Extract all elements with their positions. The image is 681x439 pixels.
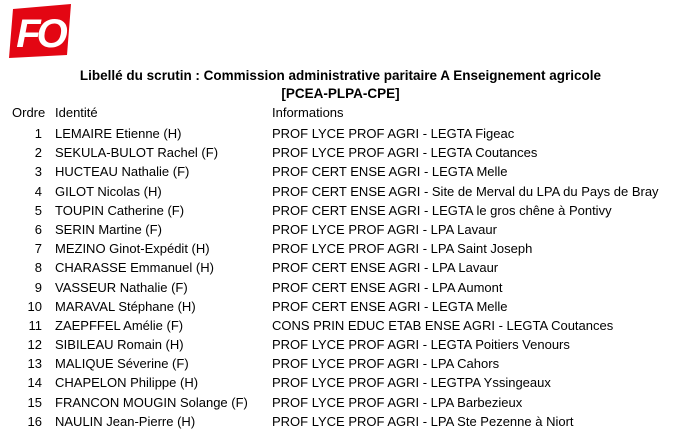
column-header-informations: Informations — [272, 105, 344, 120]
table-row — [0, 412, 681, 431]
table-row — [0, 201, 681, 220]
row-ordre: 2 — [34, 145, 42, 161]
row-identite: GILOT Nicolas (H) — [55, 183, 162, 199]
candidate-list — [0, 124, 681, 431]
row-ordre: 14 — [27, 375, 42, 391]
row-informations: PROF LYCE PROF AGRI - LEGTA Coutances — [272, 145, 538, 161]
table-row — [0, 239, 681, 258]
table-row — [0, 297, 681, 316]
row-identite: SERIN Martine (F) — [55, 221, 162, 237]
row-identite: SIBILEAU Romain (H) — [55, 337, 184, 353]
table-row — [0, 316, 681, 335]
row-identite: CHAPELON Philippe (H) — [55, 375, 199, 391]
table-row — [0, 354, 681, 373]
row-ordre: 12 — [27, 337, 42, 353]
row-identite: FRANCON MOUGIN Solange (F) — [55, 394, 248, 410]
column-header-ordre: Ordre — [12, 105, 46, 120]
row-identite: CHARASSE Emmanuel (H) — [55, 260, 214, 276]
row-identite: SEKULA-BULOT Rachel (F) — [55, 145, 219, 161]
scrutin-title: Libellé du scrutin : Commission administrative paritaire A Enseignement agricole — [79, 68, 602, 83]
table-row — [0, 143, 681, 162]
row-informations: PROF LYCE PROF AGRI - LPA Lavaur — [272, 221, 497, 237]
row-ordre: 5 — [34, 202, 42, 218]
row-ordre: 3 — [34, 164, 42, 180]
row-ordre: 15 — [27, 394, 42, 410]
table-row — [0, 124, 681, 143]
row-informations: PROF CERT ENSE AGRI - LPA Aumont — [272, 279, 503, 295]
row-identite: MEZINO Ginot-Expédit (H) — [55, 241, 210, 257]
row-informations: PROF LYCE PROF AGRI - LEGTA Figeac — [272, 126, 515, 141]
row-ordre: 4 — [34, 183, 42, 199]
row-informations: PROF LYCE PROF AGRI - LEGTPA Yssingeaux — [272, 375, 551, 391]
column-header-identite: Identité — [55, 105, 98, 120]
row-informations: PROF CERT ENSE AGRI - LEGTA Melle — [272, 164, 508, 180]
row-ordre: 13 — [27, 356, 42, 372]
table-row — [0, 393, 681, 412]
row-identite: HUCTEAU Nathalie (F) — [55, 164, 190, 180]
row-informations: PROF CERT ENSE AGRI - Site de Merval du LPA du Pays de Bray — [272, 183, 659, 199]
table-row — [0, 278, 681, 297]
row-ordre: 7 — [34, 241, 42, 257]
row-ordre: 1 — [34, 126, 42, 141]
row-informations: PROF LYCE PROF AGRI - LPA Cahors — [272, 356, 500, 372]
table-row — [0, 258, 681, 277]
scrutin-subtitle: [PCEA-PLPA-CPE] — [281, 86, 400, 101]
table-row — [0, 335, 681, 354]
row-informations: PROF LYCE PROF AGRI - LPA Ste Pezenne à Niort — [272, 413, 574, 429]
row-informations: PROF LYCE PROF AGRI - LPA Barbezieux — [272, 394, 523, 410]
row-ordre: 8 — [34, 260, 42, 276]
row-identite: ZAEPFFEL Amélie (F) — [55, 317, 184, 333]
row-identite: MARAVAL Stéphane (H) — [55, 298, 196, 314]
table-row — [0, 162, 681, 181]
table-row — [0, 220, 681, 239]
row-ordre: 10 — [27, 298, 42, 314]
fo-logo — [8, 2, 72, 60]
fo-logo-icon — [8, 2, 72, 60]
row-informations: PROF LYCE PROF AGRI - LEGTA Poitiers Venours — [272, 337, 570, 353]
table-row — [0, 373, 681, 392]
row-ordre: 16 — [27, 413, 42, 429]
row-ordre: 6 — [34, 221, 42, 237]
row-identite: VASSEUR Nathalie (F) — [55, 279, 188, 295]
row-ordre: 9 — [34, 279, 42, 295]
row-informations: PROF CERT ENSE AGRI - LEGTA le gros chêne à Pontivy — [272, 202, 612, 218]
row-informations: PROF CERT ENSE AGRI - LEGTA Melle — [272, 298, 508, 314]
row-informations: PROF CERT ENSE AGRI - LPA Lavaur — [272, 260, 499, 276]
row-identite: LEMAIRE Etienne (H) — [55, 126, 182, 141]
row-identite: TOUPIN Catherine (F) — [55, 202, 185, 218]
table-row — [0, 182, 681, 201]
row-ordre: 11 — [28, 317, 42, 333]
row-identite: MALIQUE Séverine (F) — [55, 356, 189, 372]
row-identite: NAULIN Jean-Pierre (H) — [55, 413, 196, 429]
row-informations: PROF LYCE PROF AGRI - LPA Saint Joseph — [272, 241, 533, 257]
logo-text: FO — [16, 12, 64, 56]
row-informations: CONS PRIN EDUC ETAB ENSE AGRI - LEGTA Coutances — [272, 317, 614, 333]
